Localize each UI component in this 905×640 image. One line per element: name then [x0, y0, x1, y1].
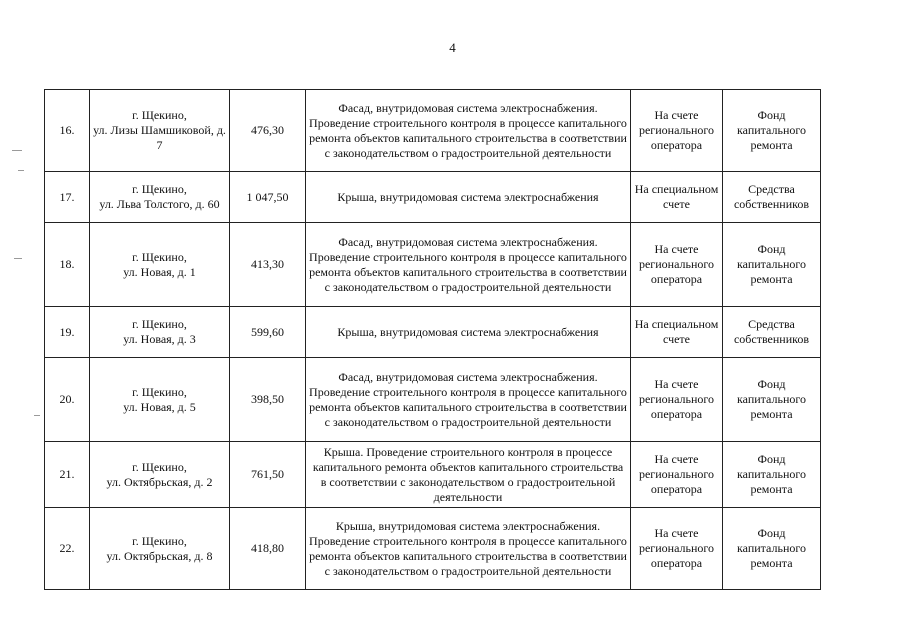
funding-source-cell: Фонд капитального ремонта: [723, 223, 821, 307]
table-row: [45, 172, 821, 223]
account-cell: На счете регионального оператора: [631, 358, 723, 442]
works-cell: Крыша, внутридомовая система электроснабжения: [306, 172, 631, 223]
row-number: 18.: [45, 223, 90, 307]
table-body: [45, 90, 821, 590]
area-cell: 398,50: [230, 358, 306, 442]
address-city: г. Щекино,: [132, 317, 187, 331]
funding-source-cell: Средства собственников: [723, 172, 821, 223]
funding-source-cell: Фонд капитального ремонта: [723, 90, 821, 172]
scan-artifact: [14, 258, 22, 259]
row-number: 20.: [45, 358, 90, 442]
address-city: г. Щекино,: [132, 533, 187, 548]
table-row: [45, 90, 821, 172]
funding-source-cell: Фонд капитального ремонта: [723, 508, 821, 590]
account-cell: На специальном счете: [631, 307, 723, 358]
address-street: ул. Льва Толстого, д. 60: [99, 197, 220, 211]
area-cell: 599,60: [230, 307, 306, 358]
row-number: 16.: [45, 90, 90, 172]
works-cell: Фасад, внутридомовая система электроснабжения. Проведение строительного контроля в процессе капитального ремонта объектов капитального строительства в соответствии с законодательством о градостроительной деятельности: [306, 90, 631, 172]
works-cell: Крыша. Проведение строительного контроля в процессе капитального ремонта объектов капитального строительства в соответствии с законодательством о градостроительной деятельности: [306, 442, 631, 508]
funding-source-cell: Фонд капитального ремонта: [723, 358, 821, 442]
address-street: ул. Новая, д. 3: [123, 332, 196, 346]
table-row: [45, 307, 821, 358]
account-cell: На счете регионального оператора: [631, 442, 723, 508]
address-cell: [90, 172, 230, 223]
table-row: [45, 223, 821, 307]
scan-artifact: [12, 150, 22, 151]
scan-artifact: [34, 415, 40, 416]
area-cell: 476,30: [230, 90, 306, 172]
address-city: г. Щекино,: [132, 384, 187, 399]
funding-source-cell: Средства собственников: [723, 307, 821, 358]
works-cell: Крыша, внутридомовая система электроснабжения: [306, 307, 631, 358]
address-cell: [90, 358, 230, 442]
address-street: ул. Октябрьская, д. 2: [106, 474, 213, 489]
account-cell: На специальном счете: [631, 172, 723, 223]
address-cell: [90, 223, 230, 307]
works-table: [44, 89, 821, 590]
area-cell: 1 047,50: [230, 172, 306, 223]
table-row: [45, 508, 821, 590]
address-city: г. Щекино,: [132, 182, 187, 196]
works-cell: Фасад, внутридомовая система электроснабжения. Проведение строительного контроля в процессе капитального ремонта объектов капитального строительства в соответствии с законодательством о градостроительной деятельности: [306, 223, 631, 307]
row-number: 19.: [45, 307, 90, 358]
address-city: г. Щекино,: [132, 108, 187, 122]
account-cell: На счете регионального оператора: [631, 90, 723, 172]
works-cell: Крыша, внутридомовая система электроснабжения. Проведение строительного контроля в процессе капитального ремонта объектов капитального строительства в соответствии с законодательством о градостроительной деятельности: [306, 508, 631, 590]
address-street: ул. Новая, д. 5: [123, 399, 196, 414]
row-number: 22.: [45, 508, 90, 590]
page-number: 4: [449, 40, 456, 55]
works-cell: Фасад, внутридомовая система электроснабжения. Проведение строительного контроля в процессе капитального ремонта объектов капитального строительства в соответствии с законодательством о градостроительной деятельности: [306, 358, 631, 442]
address-cell: [90, 508, 230, 590]
account-cell: На счете регионального оператора: [631, 223, 723, 307]
scan-artifact: [18, 170, 24, 171]
address-street: ул. Октябрьская, д. 8: [106, 548, 213, 563]
area-cell: 413,30: [230, 223, 306, 307]
address-street: ул. Лизы Шамшиковой, д. 7: [93, 123, 226, 152]
address-city: г. Щекино,: [132, 249, 187, 264]
row-number: 21.: [45, 442, 90, 508]
address-cell: [90, 442, 230, 508]
account-cell: На счете регионального оператора: [631, 508, 723, 590]
address-cell: [90, 90, 230, 172]
table-row: [45, 442, 821, 508]
funding-source-cell: Фонд капитального ремонта: [723, 442, 821, 508]
address-city: г. Щекино,: [132, 459, 187, 474]
area-cell: 761,50: [230, 442, 306, 508]
address-street: ул. Новая, д. 1: [123, 264, 196, 279]
area-cell: 418,80: [230, 508, 306, 590]
row-number: 17.: [45, 172, 90, 223]
table-row: [45, 358, 821, 442]
address-cell: [90, 307, 230, 358]
